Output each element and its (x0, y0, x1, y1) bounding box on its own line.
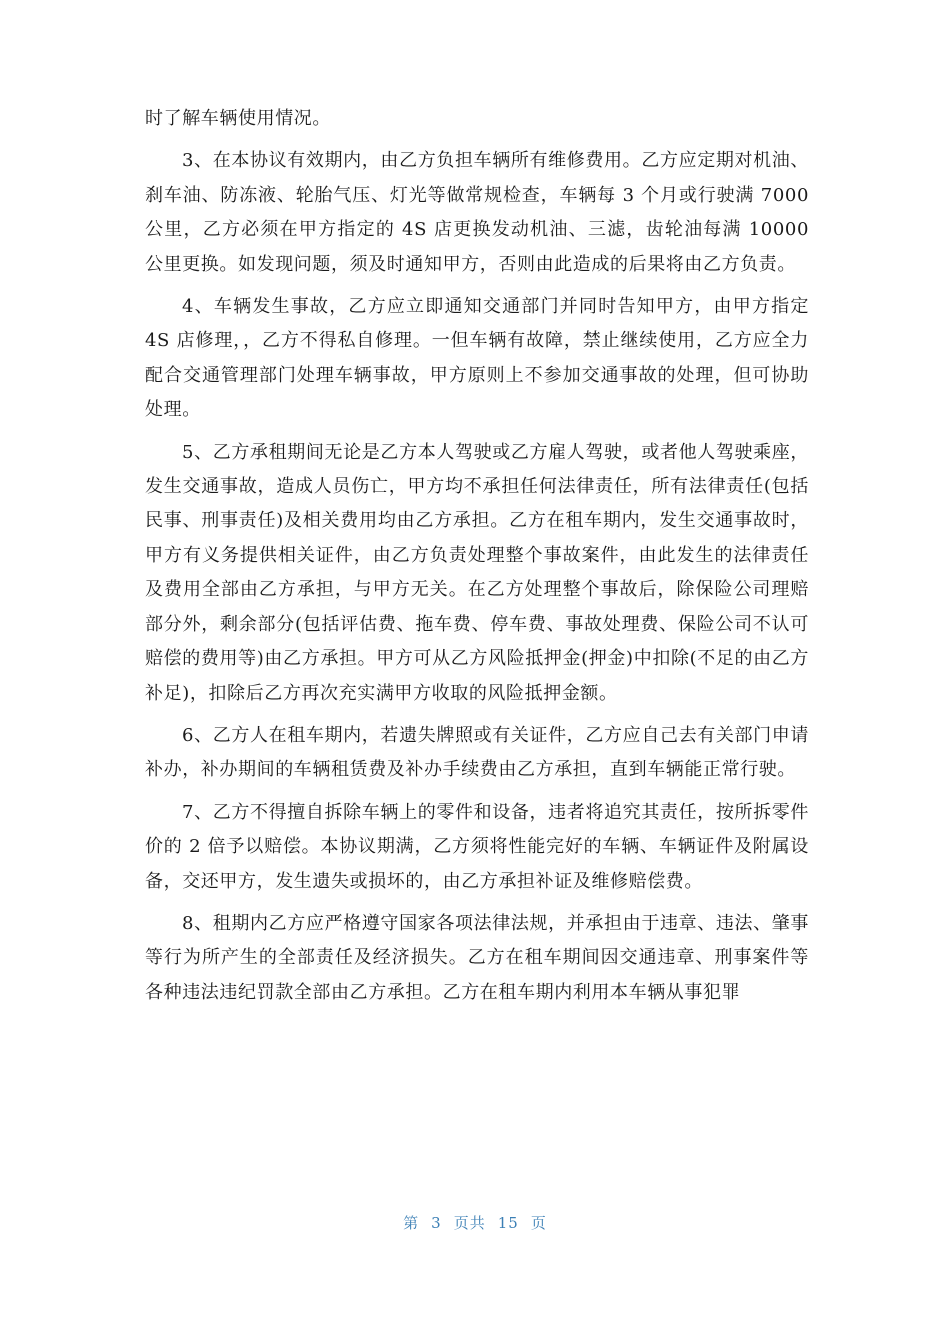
paragraph-continuation: 时了解车辆使用情况。 (145, 108, 331, 129)
paragraph-clause-4: 4、车辆发生事故，乙方应立即通知交通部门并同时告知甲方，由甲方指定 4S 店修理，，乙方不得私自修理。一但车辆有故障，禁止继续使用，乙方应全力配合交通管理部门处理车辆事故，甲方原则上不参加交通事故的处理，但可协助处理。 (145, 296, 809, 421)
page-number-footer (0, 1212, 950, 1233)
paragraph-clause-6: 6、乙方人在租车期内，若遗失牌照或有关证件，乙方应自己去有关部门申请补办，补办期间的车辆租赁费及补办手续费由乙方承担，直到车辆能正常行驶。 (145, 724, 809, 781)
footer-middle: 页共 (453, 1214, 486, 1232)
paragraph-clause-3: 3、在本协议有效期内，由乙方负担车辆所有维修费用。乙方应定期对机油、刹车油、防冻液、轮胎气压、灯光等做常规检查，车辆每 3 个月或行驶满 7000 公里，乙方必须在甲方指定的 4S 店更换发动机油、三滤，齿轮油每满 10000 公里更换。如发现问题，须及时通知甲方，否则由此造成的后果将由乙方负责。 (145, 150, 809, 275)
paragraph-clause-5: 5、乙方承租期间无论是乙方本人驾驶或乙方雇人驾驶，或者他人驾驶乘座，发生交通事故，造成人员伤亡，甲方均不承担任何法律责任，所有法律责任(包括民事、刑事责任)及相关费用均由乙方承担。乙方在租车期内，发生交通事故时，甲方有义务提供相关证件，由乙方负责处理整个事故案件，由此发生的法律责任及费用全部由乙方承担，与甲方无关。在乙方处理整个事故后，除保险公司理赔部分外，剩余部分(包括评估费、拖车费、停车费、事故处理费、保险公司不认可赔偿的费用等)由乙方承担。甲方可从乙方风险抵押金(押金)中扣除(不足的由乙方补足)，扣除后乙方再次充实满甲方收取的风险抵押金额。 (145, 441, 809, 704)
document-body (145, 102, 809, 1018)
paragraph-clause-8: 8、租期内乙方应严格遵守国家各项法律法规，并承担由于违章、违法、肇事等行为所产生的全部责任及经济损失。乙方在租车期间因交通违章、刑事案件等各种违法违纪罚款全部由乙方承担。乙方在租车期内利用本车辆从事犯罪 (145, 912, 809, 1003)
footer-current-page: 3 (431, 1214, 442, 1232)
paragraph-clause-7: 7、乙方不得擅自拆除车辆上的零件和设备，违者将追究其责任，按所拆零件价的 2 倍予以赔偿。本协议期满，乙方须将性能完好的车辆、车辆证件及附属设备，交还甲方，发生遗失或损坏的，由乙方承担补证及维修赔偿费。 (145, 801, 809, 892)
footer-prefix: 第 (403, 1214, 420, 1232)
footer-suffix: 页 (530, 1214, 547, 1232)
footer-total-pages: 15 (497, 1214, 519, 1232)
